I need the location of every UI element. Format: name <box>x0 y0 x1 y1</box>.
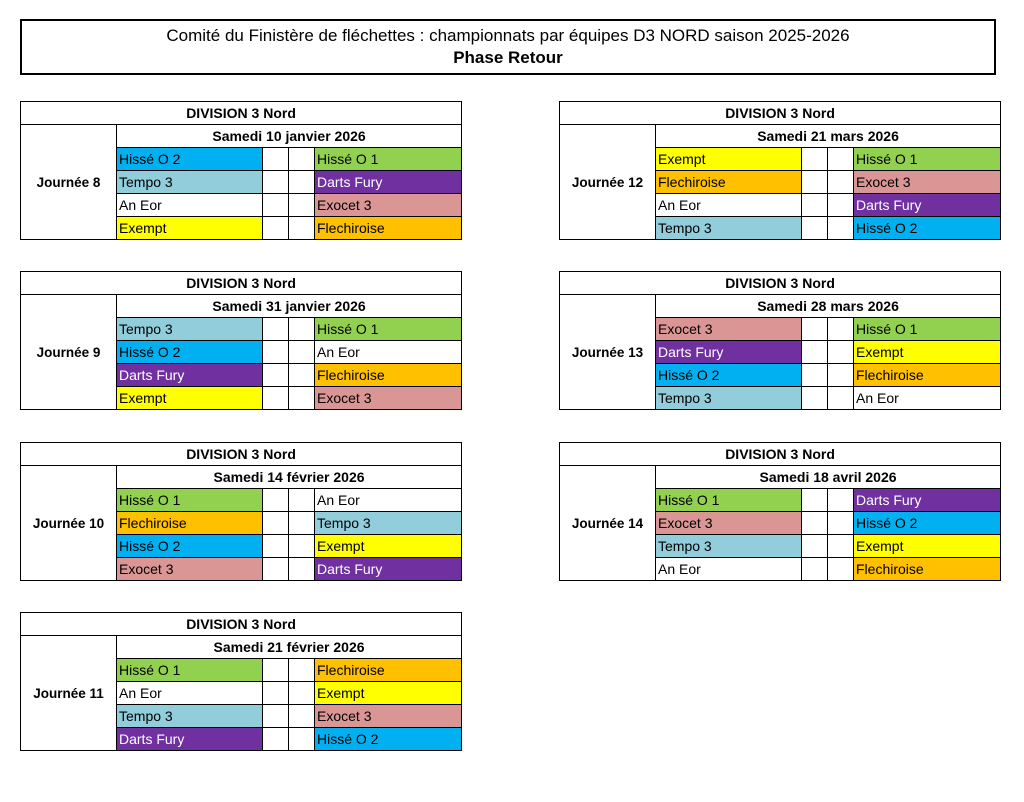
away-score-cell <box>289 728 315 751</box>
away-score-cell <box>289 558 315 581</box>
home-score-cell <box>263 341 289 364</box>
home-score-cell <box>802 194 828 217</box>
division-title: DIVISION 3 Nord <box>21 102 462 125</box>
away-score-cell <box>828 148 854 171</box>
away-score-cell <box>289 194 315 217</box>
journee-label: Journée 8 <box>21 125 117 240</box>
home-score-cell <box>802 318 828 341</box>
away-score-cell <box>289 512 315 535</box>
home-score-cell <box>802 341 828 364</box>
away-team: Flechiroise <box>315 659 462 682</box>
document-title: Comité du Finistère de fléchettes : championnats par équipes D3 NORD saison 2025-2026 <box>166 26 850 45</box>
home-team: Flechiroise <box>656 171 802 194</box>
home-team: Hissé O 1 <box>117 489 263 512</box>
home-team: Exocet 3 <box>656 318 802 341</box>
division-row <box>21 613 462 636</box>
journee-table <box>20 612 462 751</box>
home-score-cell <box>263 171 289 194</box>
division-row <box>21 102 462 125</box>
away-team: An Eor <box>315 489 462 512</box>
home-team: Exocet 3 <box>656 512 802 535</box>
division-row <box>560 443 1001 466</box>
journee-label: Journée 9 <box>21 295 117 410</box>
home-score-cell <box>802 148 828 171</box>
home-score-cell <box>263 318 289 341</box>
away-team: Flechiroise <box>315 364 462 387</box>
away-team: Exocet 3 <box>315 194 462 217</box>
home-team: Tempo 3 <box>656 387 802 410</box>
away-team: Exocet 3 <box>315 705 462 728</box>
home-team: Tempo 3 <box>117 171 263 194</box>
home-team: Hissé O 2 <box>117 148 263 171</box>
away-team: Hissé O 1 <box>854 148 1001 171</box>
away-team: Tempo 3 <box>315 512 462 535</box>
home-team: An Eor <box>117 682 263 705</box>
date-row <box>21 125 462 148</box>
home-score-cell <box>263 535 289 558</box>
home-score-cell <box>263 558 289 581</box>
division-row <box>560 272 1001 295</box>
match-date: Samedi 18 avril 2026 <box>656 466 1001 489</box>
home-score-cell <box>263 512 289 535</box>
away-score-cell <box>828 171 854 194</box>
match-date: Samedi 10 janvier 2026 <box>117 125 462 148</box>
match-date: Samedi 21 mars 2026 <box>656 125 1001 148</box>
date-row <box>21 466 462 489</box>
home-score-cell <box>263 489 289 512</box>
journee-block <box>559 101 1000 240</box>
journee-table <box>20 442 462 581</box>
away-score-cell <box>828 217 854 240</box>
away-score-cell <box>289 364 315 387</box>
home-score-cell <box>802 558 828 581</box>
away-team: Hissé O 2 <box>315 728 462 751</box>
journee-block <box>20 271 461 410</box>
division-row <box>560 102 1001 125</box>
away-score-cell <box>828 535 854 558</box>
away-team: Exempt <box>315 682 462 705</box>
away-team: Flechiroise <box>854 558 1001 581</box>
journee-label: Journée 12 <box>560 125 656 240</box>
away-score-cell <box>289 489 315 512</box>
away-score-cell <box>828 194 854 217</box>
away-score-cell <box>289 705 315 728</box>
away-score-cell <box>289 318 315 341</box>
away-score-cell <box>289 682 315 705</box>
away-team: Darts Fury <box>854 489 1001 512</box>
home-score-cell <box>802 217 828 240</box>
division-title: DIVISION 3 Nord <box>21 613 462 636</box>
document-header <box>20 19 996 75</box>
journee-label: Journée 13 <box>560 295 656 410</box>
away-score-cell <box>828 387 854 410</box>
date-row <box>21 295 462 318</box>
away-team: Hissé O 2 <box>854 512 1001 535</box>
home-team: An Eor <box>117 194 263 217</box>
away-score-cell <box>289 535 315 558</box>
away-team: Flechiroise <box>315 217 462 240</box>
match-date: Samedi 31 janvier 2026 <box>117 295 462 318</box>
home-score-cell <box>802 364 828 387</box>
away-score-cell <box>828 489 854 512</box>
document-subtitle: Phase Retour <box>453 48 563 67</box>
away-score-cell <box>289 217 315 240</box>
away-team: Darts Fury <box>315 171 462 194</box>
journee-table <box>559 271 1001 410</box>
division-title: DIVISION 3 Nord <box>560 272 1001 295</box>
away-score-cell <box>289 341 315 364</box>
home-team: Tempo 3 <box>656 217 802 240</box>
journee-table <box>559 101 1001 240</box>
away-team: Hissé O 1 <box>315 148 462 171</box>
away-score-cell <box>289 387 315 410</box>
home-team: Exocet 3 <box>117 558 263 581</box>
away-team: Exempt <box>854 341 1001 364</box>
home-score-cell <box>263 194 289 217</box>
away-team: Hissé O 1 <box>854 318 1001 341</box>
match-date: Samedi 21 février 2026 <box>117 636 462 659</box>
home-score-cell <box>263 217 289 240</box>
home-team: Exempt <box>117 387 263 410</box>
division-row <box>21 443 462 466</box>
home-team: An Eor <box>656 558 802 581</box>
away-score-cell <box>828 512 854 535</box>
away-score-cell <box>289 659 315 682</box>
home-team: Hissé O 2 <box>117 535 263 558</box>
home-team: Darts Fury <box>117 728 263 751</box>
home-score-cell <box>802 171 828 194</box>
division-title: DIVISION 3 Nord <box>560 102 1001 125</box>
away-team: Flechiroise <box>854 364 1001 387</box>
away-team: Darts Fury <box>315 558 462 581</box>
journee-table <box>559 442 1001 581</box>
home-team: An Eor <box>656 194 802 217</box>
home-score-cell <box>802 512 828 535</box>
division-title: DIVISION 3 Nord <box>21 272 462 295</box>
away-team: An Eor <box>854 387 1001 410</box>
home-team: Tempo 3 <box>117 705 263 728</box>
division-title: DIVISION 3 Nord <box>21 443 462 466</box>
journee-block <box>20 442 461 581</box>
date-row <box>560 125 1001 148</box>
home-team: Hissé O 2 <box>656 364 802 387</box>
home-score-cell <box>263 387 289 410</box>
home-team: Exempt <box>117 217 263 240</box>
home-team: Darts Fury <box>656 341 802 364</box>
home-score-cell <box>263 682 289 705</box>
home-score-cell <box>263 705 289 728</box>
away-score-cell <box>828 318 854 341</box>
home-score-cell <box>802 387 828 410</box>
away-team: Exocet 3 <box>854 171 1001 194</box>
match-date: Samedi 28 mars 2026 <box>656 295 1001 318</box>
away-score-cell <box>828 341 854 364</box>
away-team: Hissé O 2 <box>854 217 1001 240</box>
away-team: Exocet 3 <box>315 387 462 410</box>
home-score-cell <box>263 659 289 682</box>
away-team: An Eor <box>315 341 462 364</box>
match-date: Samedi 14 février 2026 <box>117 466 462 489</box>
date-row <box>21 636 462 659</box>
division-title: DIVISION 3 Nord <box>560 443 1001 466</box>
home-score-cell <box>802 489 828 512</box>
division-row <box>21 272 462 295</box>
journee-label: Journée 14 <box>560 466 656 581</box>
home-team: Flechiroise <box>117 512 263 535</box>
home-team: Darts Fury <box>117 364 263 387</box>
journee-block <box>20 612 461 751</box>
home-team: Tempo 3 <box>117 318 263 341</box>
home-team: Hissé O 1 <box>117 659 263 682</box>
journee-table <box>20 271 462 410</box>
home-team: Hissé O 1 <box>656 489 802 512</box>
away-score-cell <box>828 364 854 387</box>
away-team: Darts Fury <box>854 194 1001 217</box>
journee-block <box>20 101 461 240</box>
journee-block <box>559 271 1000 410</box>
journee-label: Journée 10 <box>21 466 117 581</box>
away-team: Exempt <box>854 535 1001 558</box>
home-team: Hissé O 2 <box>117 341 263 364</box>
home-score-cell <box>263 728 289 751</box>
journee-label: Journée 11 <box>21 636 117 751</box>
date-row <box>560 466 1001 489</box>
home-score-cell <box>263 364 289 387</box>
journee-block <box>559 442 1000 581</box>
date-row <box>560 295 1001 318</box>
home-score-cell <box>263 148 289 171</box>
away-score-cell <box>828 558 854 581</box>
away-score-cell <box>289 148 315 171</box>
away-team: Hissé O 1 <box>315 318 462 341</box>
journee-table <box>20 101 462 240</box>
home-team: Tempo 3 <box>656 535 802 558</box>
away-team: Exempt <box>315 535 462 558</box>
home-team: Exempt <box>656 148 802 171</box>
away-score-cell <box>289 171 315 194</box>
home-score-cell <box>802 535 828 558</box>
